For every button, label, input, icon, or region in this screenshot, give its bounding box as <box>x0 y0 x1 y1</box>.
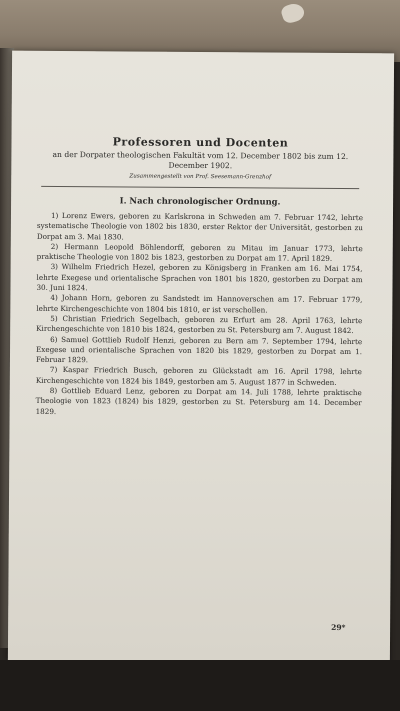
page-subtitle: an der Dorpater theologischen Fakultät vom 12. December 1802 bis zum 12. December 1902. <box>52 149 349 171</box>
entry-6: 6) Samuel Gottlieb Rudolf Henzi, geboren zu Bern am 7. September 1794, lehrte Exegese und orientalische Sprachen von 1820 bis 1829, gestorben zu Dorpat am 1. Februar 1829. <box>35 334 363 365</box>
paint-chip <box>280 1 306 25</box>
book-page <box>8 51 394 664</box>
entry-1: 1) Lorenz Ewers, geboren zu Karlskrona in Schweden am 7. Februar 1742, lehrte systematische Theologie von 1802 bis 1830, erster Rektor der Universität, gestorben zu Dorpat am 3. Mai 1830. <box>36 210 364 242</box>
page-number: 29* <box>331 622 346 633</box>
page-content <box>36 135 364 419</box>
entry-5: 5) Christian Friedrich Segelbach, geboren zu Erfurt am 28. April 1763, lehrte Kirchengeschichte von 1810 bis 1824, gestorben zu St. Petersburg am 7. August 1842. <box>36 313 363 336</box>
section-heading: I. Nach chronologischer Ordnung. <box>119 195 281 207</box>
dark-table-edge <box>0 660 400 711</box>
entry-8: 8) Gottlieb Eduard Lenz, geboren zu Dorpat am 14. Juli 1788, lehrte praktische Theologie von 1823 (1824) bis 1829, gestorben zu St. Petersburg am 14. December 1829. <box>35 385 362 416</box>
compiled-by-line: Zusammengestellt von Prof. Seesemann-Grenzhof <box>129 173 272 181</box>
entry-2: 2) Hermann Leopold Böhlendorff, geboren zu Mitau im Januar 1773, lehrte praktische Theologie von 1802 bis 1823, gestorben zu Dorpat am 17. April 1829. <box>36 241 363 264</box>
title-divider <box>41 186 359 189</box>
entry-3: 3) Wilhelm Friedrich Hezel, geboren zu Königsberg in Franken am 16. Mai 1754, lehrte Exegese und orientalische Sprachen von 1801 bis 1820, gestorben zu Dorpat am 30. Juni 1824. <box>36 262 363 293</box>
entry-4: 4) Johann Horn, geboren zu Sandstedt im Hannoverschen am 17. Februar 1779, lehrte Kirchengeschichte von 1804 bis 1810, er ist verschollen. <box>36 293 363 315</box>
entry-7: 7) Kaspar Friedrich Busch, geboren zu Glückstadt am 16. April 1798, lehrte Kirchengeschichte von 1824 bis 1849, gestorben am 5. August 1877 in Schweden. <box>35 365 362 387</box>
page-title: Professoren und Docenten <box>112 135 289 150</box>
